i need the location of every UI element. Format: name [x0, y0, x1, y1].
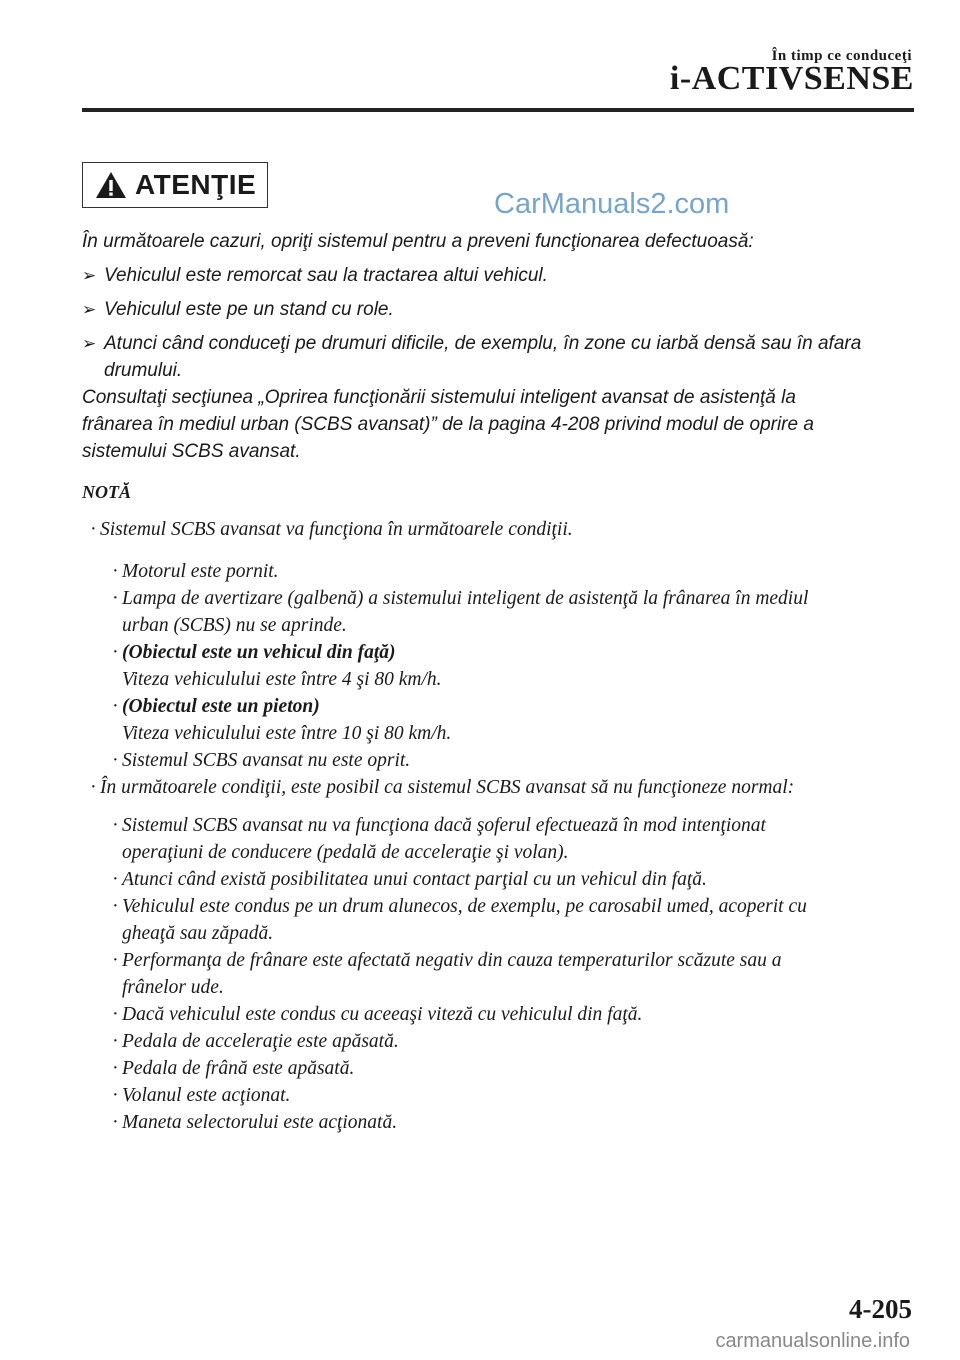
note-item: · Sistemul SCBS avansat va funcţiona în următoarele condiţii.: [86, 516, 916, 543]
warning-title: ATENŢIE: [135, 169, 257, 200]
bullet-dot-icon: ·: [112, 869, 118, 890]
condition-item: ➢ Vehiculul este pe un stand cu role.: [82, 296, 912, 323]
bullet-dot-icon: ·: [90, 519, 96, 540]
intro-text: În următoarele cazuri, opriţi sistemul pentru a preveni funcţionarea defectuoasă:: [82, 231, 754, 252]
condition-item: ➢ Atunci când conduceţi pe drumuri dificile, de exemplu, în zone cu iarbă densă sau în afara drumului.: [82, 330, 912, 384]
page-number: 4-205: [849, 1294, 912, 1324]
bullet-dot-icon: ·: [112, 1004, 118, 1025]
bullet-dot-icon: ·: [90, 777, 96, 798]
bullet-dot-icon: ·: [112, 1085, 118, 1106]
warning-triangle-icon: [95, 171, 127, 199]
warning-box: [82, 162, 268, 208]
bullet-dot-icon: ·: [112, 896, 118, 917]
bullet-dot-icon: ·: [112, 1112, 118, 1133]
bullet-dot-icon: ·: [112, 750, 118, 771]
bullet-dot-icon: ·: [112, 815, 118, 836]
note-sublist: · Motorul este pornit. · Lampa de avertizare (galbenă) a sistemului inteligent de asistenţă la frânarea în mediul urban (SCBS) nu se aprinde. · (Obiectul este un vehicul din faţă) Viteza vehiculului este între 4 şi 80 km/h. · (Obiectul este un pieton) Viteza vehiculului este între 10 şi 80 km/h. · Sistemul SCBS avansat nu este oprit.: [108, 558, 916, 774]
bullet-dot-icon: ·: [112, 950, 118, 971]
bullet-dot-icon: ·: [112, 1058, 118, 1079]
arrow-bullet-icon: ➢: [82, 334, 97, 353]
note-title: NOTĂ: [82, 482, 131, 502]
consult-paragraph: Consultaţi secţiunea „Oprirea funcţionării sistemului inteligent avansat de asistenţă la frânarea în mediul urban (SCBS avansat)” de la pagina 4-208 privind modul de oprire a sistemului SCBS avansat.: [82, 387, 814, 462]
chapter-title: i-ACTIVSENSE: [669, 60, 914, 97]
section-title: În timp ce conduceţi: [771, 48, 912, 64]
note-sublist: · Sistemul SCBS avansat nu va funcţiona dacă şoferul efectuează în mod intenţionat operaţiuni de conducere (pedală de acceleraţie şi volan). · Atunci când există posibilitatea unui contact parţial cu un vehicul din faţă. · Vehiculul este condus pe un drum alunecos, de exemplu, pe carosabil umed, acoperit cu gheaţă sau zăpadă. · Performanţa de frânare este afectată negativ din cauza temperaturilor scăzute sau a frânelor ude. · Dacă vehiculul este condus cu aceeaşi viteză cu vehiculul din faţă. · Pedala de acceleraţie este apăsată. · Pedala de frână este apăsată. · Volanul este acţionat. · Maneta selectorului este acţionată.: [108, 812, 916, 1136]
bullet-dot-icon: ·: [112, 588, 118, 609]
arrow-bullet-icon: ➢: [82, 300, 97, 319]
footer-watermark: carmanualsonline.info: [715, 1330, 910, 1352]
condition-item: ➢ Vehiculul este remorcat sau la tractarea altui vehicul.: [82, 262, 912, 289]
bullet-dot-icon: ·: [112, 1031, 118, 1052]
bullet-dot-icon: ·: [112, 696, 118, 717]
bullet-dot-icon: ·: [112, 561, 118, 582]
bullet-dot-icon: ·: [112, 642, 118, 663]
watermark: CarManuals2.com: [494, 188, 730, 220]
note-item: · În următoarele condiţii, este posibil ca sistemul SCBS avansat să nu funcţioneze normal:: [86, 774, 916, 801]
arrow-bullet-icon: ➢: [82, 266, 97, 285]
condition-list: [82, 262, 912, 391]
header-divider: [82, 108, 914, 112]
